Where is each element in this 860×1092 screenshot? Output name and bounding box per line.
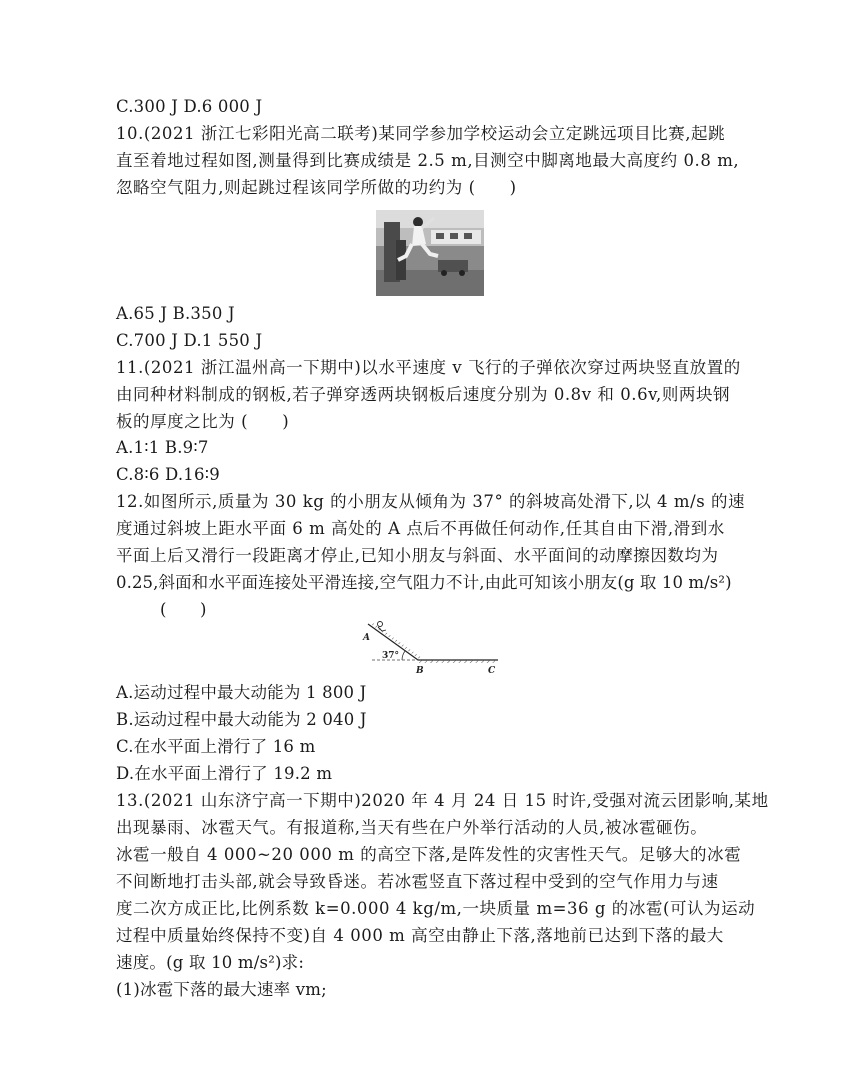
q12-stem-line3: 平面上后又滑行一段距离才停止,已知小朋友与斜面、水平面间的动摩擦因数均为 [116, 546, 719, 565]
q10-stem-line2: 直至着地过程如图,测量得到比赛成绩是 2.5 m,目测空中脚离地最大高度约 0.8 m, [116, 151, 740, 170]
point-a-label: A [363, 633, 370, 643]
q11-stem-line1: 11.(2021 浙江温州高一下期中)以水平速度 v 飞行的子弹依次穿过两块竖直放置的 [116, 358, 741, 377]
angle-label: 37° [382, 651, 400, 661]
q13-stem-line7: 速度。(g 取 10 m/s²)求: [116, 953, 305, 972]
q11-options-ab: A.1∶1 B.9∶7 [116, 438, 209, 457]
q12-option-d: D.在水平面上滑行了 19.2 m [116, 764, 333, 783]
q12-answer-bracket: ( ) [160, 600, 207, 619]
long-jump-photo [376, 210, 484, 296]
q12-option-b: B.运动过程中最大动能为 2 040 J [116, 710, 367, 729]
q13-stem-line3: 冰雹一般自 4 000~20 000 m 的高空下落,是阵发性的灾害性天气。足够大的冰雹 [116, 845, 742, 864]
q13-stem-line5: 度二次方成正比,比例系数 k=0.000 4 kg/m,一块质量 m=36 g 的冰雹(可认为运动 [116, 899, 756, 918]
q9-options-cd: C.300 J D.6 000 J [116, 97, 263, 116]
q10-options-cd: C.700 J D.1 550 J [116, 331, 263, 350]
incline-diagram [362, 618, 502, 676]
q13-stem-line1: 13.(2021 山东济宁高一下期中)2020 年 4 月 24 日 15 时许,受强对流云团影响,某地 [116, 791, 769, 810]
q12-stem-line1: 12.如图所示,质量为 30 kg 的小朋友从倾角为 37° 的斜坡高处滑下,以 4 m/s 的速 [116, 492, 746, 511]
q12-stem-line2: 度通过斜坡上距水平面 6 m 高处的 A 点后不再做任何动作,任其自由下滑,滑到水 [116, 519, 725, 538]
q10-stem-line3: 忽略空气阻力,则起跳过程该同学所做的功约为 ( ) [116, 178, 517, 197]
q11-stem-line3: 板的厚度之比为 ( ) [116, 412, 290, 431]
q10-stem-line1: 10.(2021 浙江七彩阳光高二联考)某同学参加学校运动会立定跳远项目比赛,起跳 [116, 124, 726, 143]
q13-stem-line2: 出现暴雨、冰雹天气。有报道称,当天有些在户外举行活动的人员,被冰雹砸伤。 [116, 818, 708, 837]
q12-option-c: C.在水平面上滑行了 16 m [116, 737, 316, 756]
q11-options-cd: C.8∶6 D.16∶9 [116, 465, 220, 484]
point-b-label: B [416, 666, 424, 676]
q13-stem-line4: 不间断地打击头部,就会导致昏迷。若冰雹竖直下落过程中受到的空气作用力与速 [116, 872, 719, 891]
point-c-label: C [488, 666, 496, 676]
q10-options-ab: A.65 J B.350 J [116, 304, 235, 323]
q12-option-a: A.运动过程中最大动能为 1 800 J [116, 683, 367, 702]
q11-stem-line2: 由同种材料制成的钢板,若子弹穿透两块钢板后速度分别为 0.8v 和 0.6v,则两块钢 [116, 385, 731, 404]
q13-subquestion-1: (1)冰雹下落的最大速率 vm; [116, 980, 327, 999]
q12-stem-line4: 0.25,斜面和水平面连接处平滑连接,空气阻力不计,由此可知该小朋友(g 取 10 m/s²) [116, 573, 732, 592]
q13-stem-line6: 过程中质量始终保持不变)自 4 000 m 高空由静止下落,落地前已达到下落的最大 [116, 926, 724, 945]
